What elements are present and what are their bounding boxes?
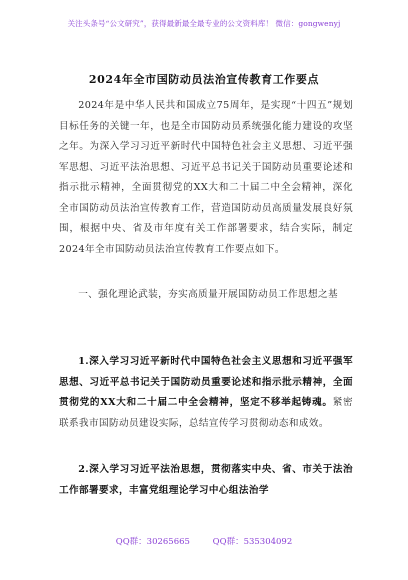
item-2-paragraph xyxy=(59,460,353,501)
footer-qq-group-2: QQ群：535304092 xyxy=(212,537,293,547)
item-2-bold-text: 2.深入学习习近平法治思想，贯彻落实中央、省、市关于法治工作部署要求，丰富党组理论学习中心组法治学 xyxy=(59,464,353,496)
header-banner: 关注头条号“公文研究”，获得最新最全最专业的公文资料库！ 微信：gongwenyj xyxy=(67,19,341,28)
footer-contact xyxy=(0,535,408,547)
footer-qq-group-1: QQ群：30265665 xyxy=(115,537,190,547)
item-1-bold-text: 1.深入学习习近平新时代中国特色社会主义思想和习近平强军思想、习近平总书记关于国防动员重要论述和指示批示精神，全面贯彻党的XX大和二十届二中全会精神，坚定不移举起铸魂。 xyxy=(59,356,353,408)
section-1-heading: 一、强化理论武装，夯实高质量开展国防动员工作思想之基 xyxy=(78,289,339,300)
item-1-paragraph xyxy=(59,352,353,434)
intro-paragraph: 2024年是中华人民共和国成立75周年，是实现“十四五”规划目标任务的关键一年，也是全市国防动员系统强化能力建设的攻坚之年。为深入学习习近平新时代中国特色社会主义思想、习近平强军思想、习近平法治思想、习近平总书记关于国防动员重要论述和指示批示精神，全面贯彻党的XX大和二十届二中全会精神，深化全市国防动员法治宣传教育工作，营造国防动员高质量发展良好氛围，根据中央、省及市年度有关工作部署要求，结合实际，制定2024年全市国防动员法治宣传教育工作要点如下。 xyxy=(59,100,353,255)
item-1-normal-text: 紧密联系我市国防动员建设实际，总结宣传学习贯彻动态和成效。 xyxy=(59,397,353,429)
document-title: 2024年全市国防动员法治宣传教育工作要点 xyxy=(88,73,320,86)
